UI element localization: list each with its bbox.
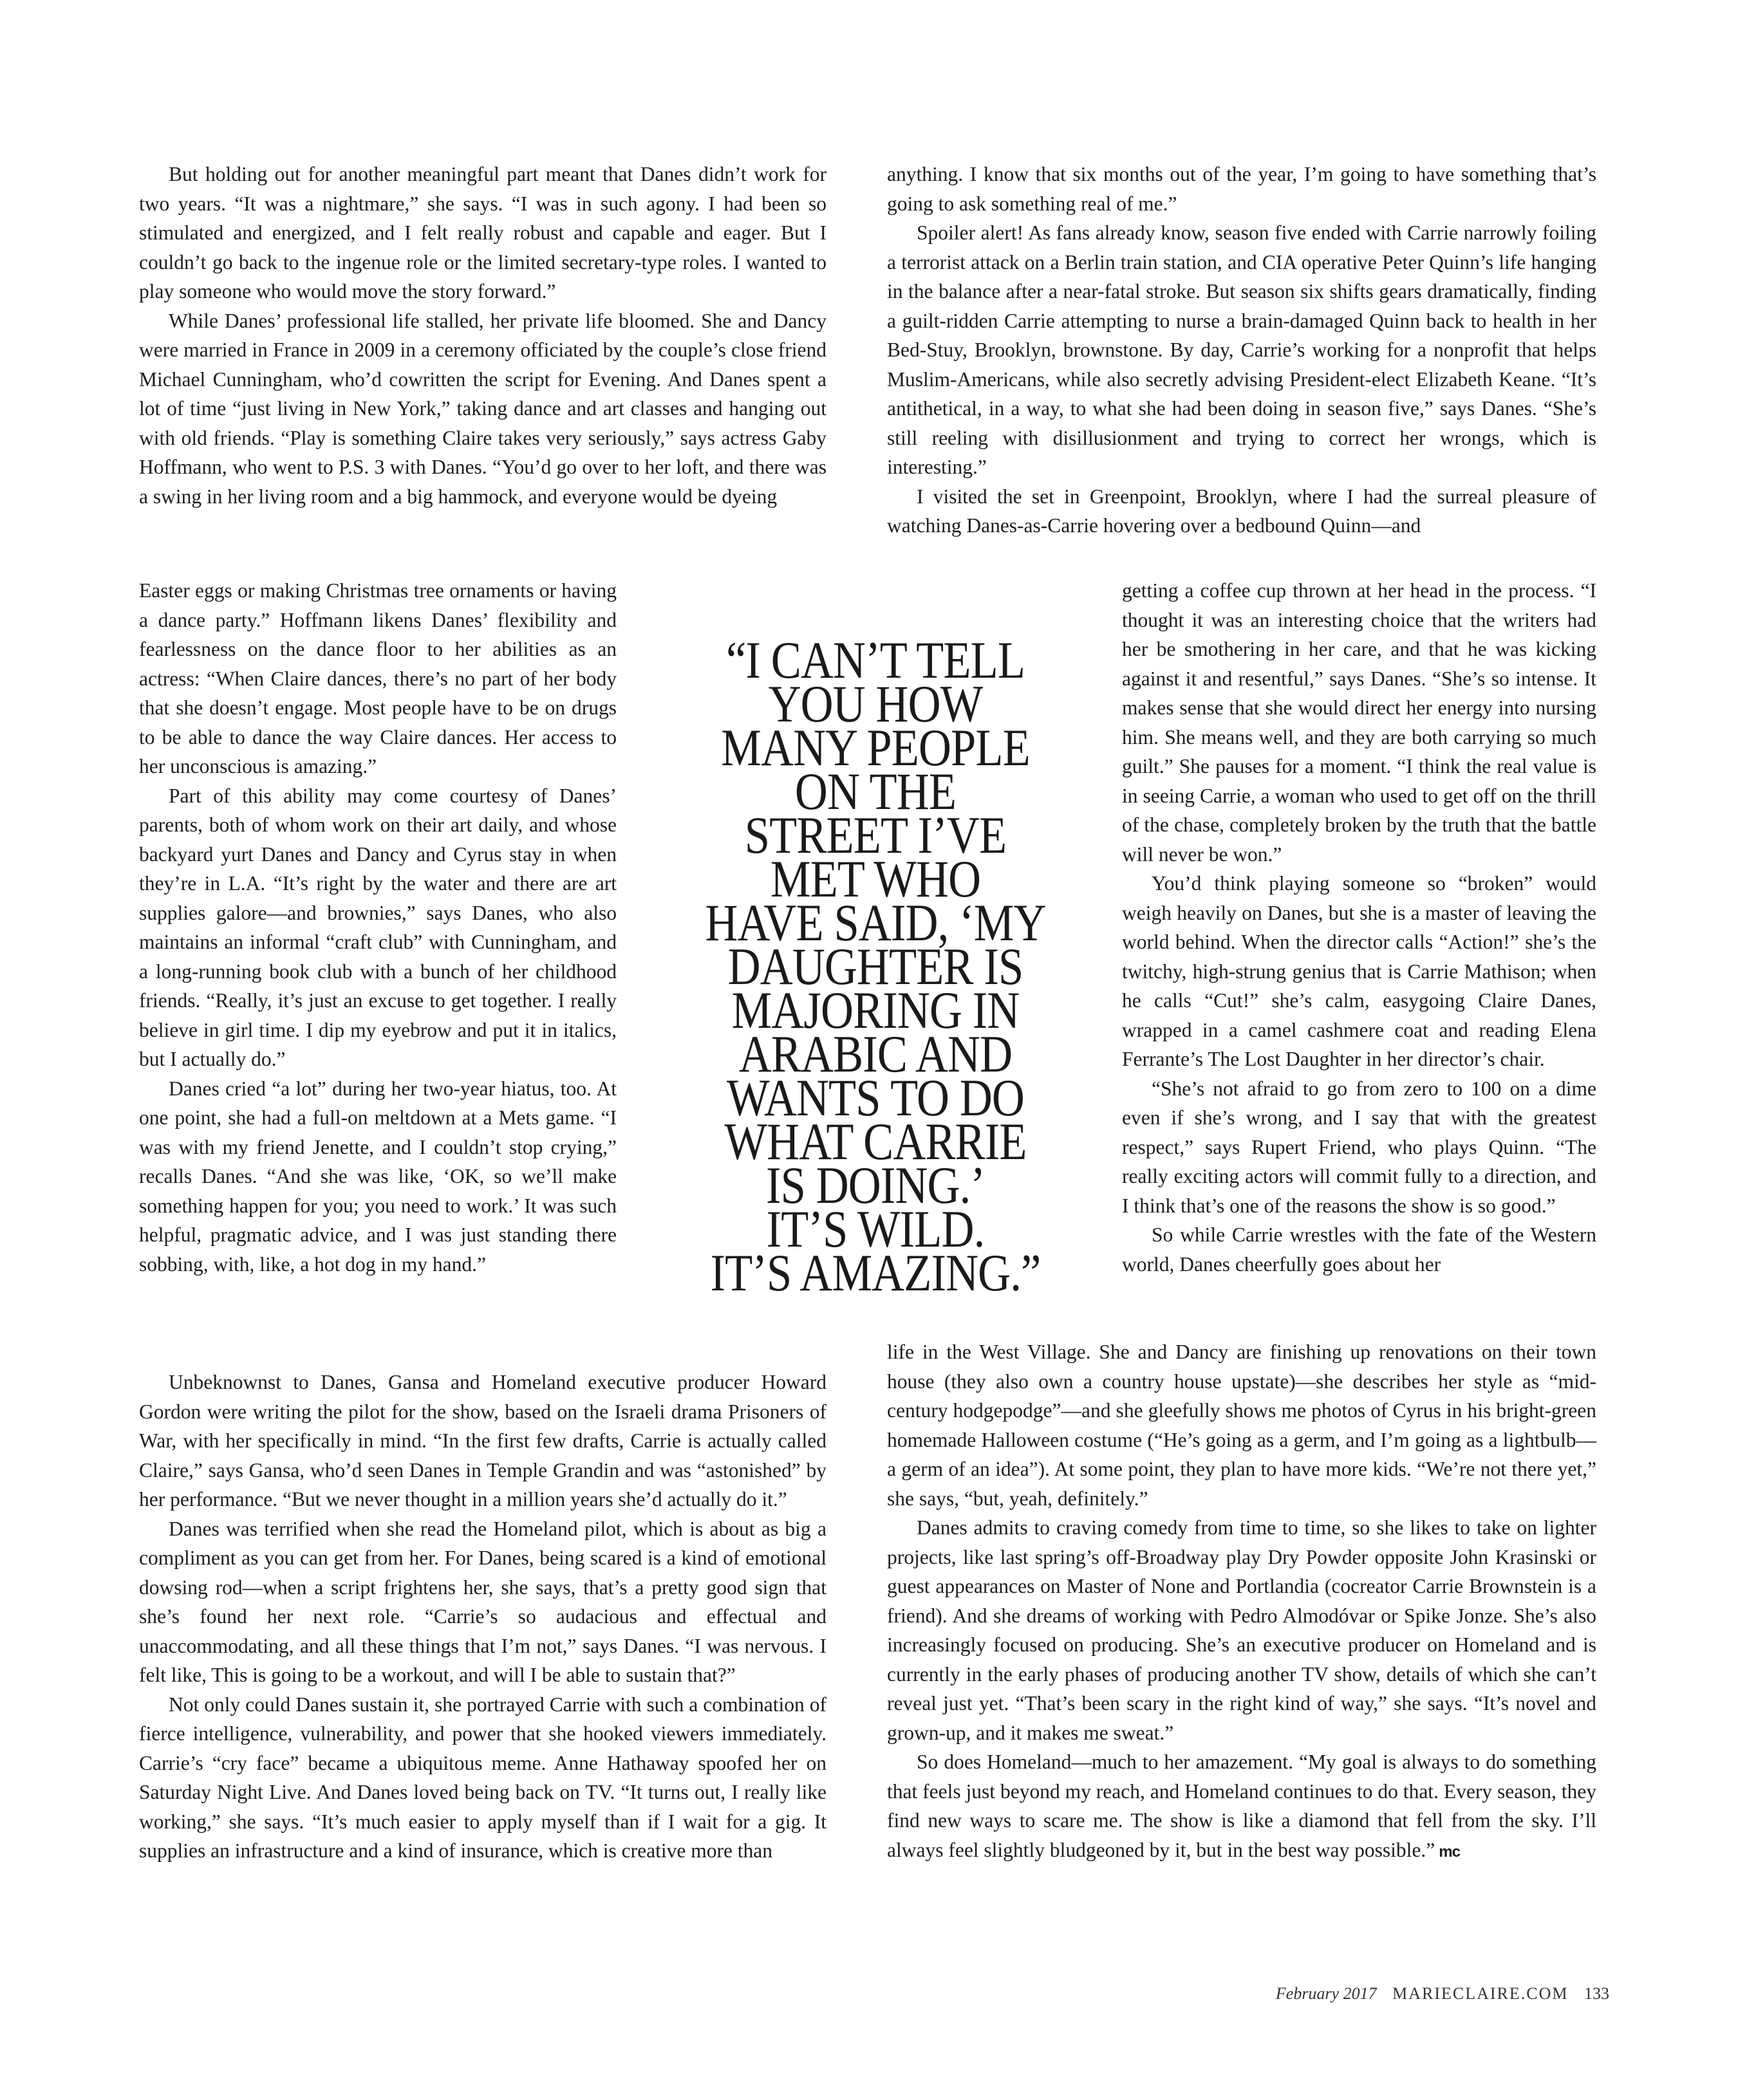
website: MARIECLAIRE.COM: [1392, 1984, 1569, 2003]
pull-quote: [696, 631, 1056, 1302]
paragraph: You’d think playing someone so “broken” would weigh heavily on Danes, but she is a master of leaving the world behind. When the director calls “Action!” she’s the twitchy, high-strung genius that is Carrie Mathison; when he calls “Cut!” she’s calm, easygoing Claire Danes, wrapped in a camel cashmere coat and reading Elena Ferrante’s The Lost Daughter in her director’s chair.: [1122, 872, 1596, 1070]
paragraph: Spoiler alert! As fans already know, season five ended with Carrie narrowly foiling a terrorist attack on a Berlin train station, and CIA operative Peter Quinn’s life hanging in the balance after a near-fatal stroke. But season six shifts gears dramatically, finding a guilt-ridden Carrie attempting to nurse a brain-damaged Quinn back to health in her Bed-Stuy, Brooklyn, brownstone. By day, Carrie’s working for a nonprofit that helps Muslim-Americans, while also secretly advising President-elect Elizabeth Keane. “It’s antithetical, in a way, to what she had been doing in season five,” says Danes. “She’s still reeling with disillusionment and trying to correct her wrongs, which is interesting.”: [887, 221, 1596, 478]
paragraph: Easter eggs or making Christmas tree ornaments or having a dance party.” Hoffmann likens Danes’ flexibility and fearlessness on the dance floor to her abilities as an actress: “When Claire dances, there’s no part of her body that she doesn’t engage. Most people have to be on drugs to be able to dance the way Claire dances. Her access to her unconscious is amazing.”: [139, 579, 617, 777]
paragraph: Danes cried “a lot” during her two-year hiatus, too. At one point, she had a full-on meltdown at a Mets game. “I was with my friend Jenette, and I couldn’t stop crying,” recalls Danes. “And she was like, ‘OK, so we’ll make something happen for you; you need to work.’ It was such helpful, pragmatic advice, and I was just standing there sobbing, with, like, a hot dog in my hand.”: [139, 1077, 617, 1276]
paragraph: Unbeknownst to Danes, Gansa and Homeland executive producer Howard Gordon were writing the pilot for the show, based on the Israeli drama Prisoners of War, with her specifically in mind. “In the first few drafts, Carrie is actually called Claire,” says Gansa, who’d seen Danes in Temple Grandin and was “astonished” by her performance. “But we never thought in a million years she’d actually do it.”: [139, 1371, 827, 1510]
pull-quote-line: MANY PEOPLE: [721, 718, 1030, 777]
page-footer: [1210, 1984, 1609, 2003]
pull-quote-line: WANTS TO DO: [726, 1068, 1025, 1127]
right-column-narrow: [1122, 576, 1596, 1279]
paragraph-text: So does Homeland—much to her amazement. “My goal is always to do something that feels just beyond my reach, and Homeland continues to do that. Every season, they find new ways to scare me. The show is like a diamond that fell from the sky. I’ll always feel slightly bludgeoned by it, but in the best way possible.”: [887, 1751, 1596, 1861]
paragraph: Danes admits to craving comedy from time to time, so she likes to take on lighter projects, like last spring’s off-Broadway play Dry Powder opposite John Krasinski or guest appearances on Master of None and Portlandia (cocreator Carrie Brownstein is a friend). And she dreams of working with Pedro Almodóvar or Spike Jonze. She’s also increasingly focused on producing. She’s an executive producer on Homeland and is currently in the early phases of producing another TV show, details of which she can’t reveal just yet. “That’s been scary in the right kind of way,” she says. “It’s novel and grown-up, and it makes me sweat.”: [887, 1516, 1596, 1744]
paragraph: Danes was terrified when she read the Homeland pilot, which is about as big a compliment as you can get from her. For Danes, being scared is a kind of emotional dowsing rod—when a script frightens her, she says, that’s a pretty good sign that she’s found her next role. “Carrie’s so audacious and effectual and unaccommodating, and all these things that I’m not,” says Danes. “I was nervous. I felt like, This is going to be a workout, and will I be able to sustain that?”: [139, 1517, 827, 1686]
pull-quote-line: STREET I’VE: [744, 806, 1007, 864]
paragraph: Part of this ability may come courtesy of Danes’ parents, both of whom work on their art daily, and whose backyard yurt Danes and Dancy and Cyrus stay in when they’re in L.A. “It’s right by the water and there are art supplies galore—and brownies,” says Danes, who also maintains an informal “craft club” with Cunningham, and a long-running book club with a bunch of her childhood friends. “Really, it’s just an excuse to get together. I really believe in girl time. I dip my eyebrow and put it in italics, but I actually do.”: [139, 784, 617, 1070]
paragraph: While Danes’ professional life stalled, her private life bloomed. She and Dancy were married in France in 2009 in a ceremony officiated by the couple’s close friend Michael Cunningham, who’d cowritten the script for Evening. And Danes spent a lot of time “just living in New York,” taking dance and art classes and hanging out with old friends. “Play is something Claire takes very seriously,” says actress Gaby Hoffmann, who went to P.S. 3 with Danes. “You’d go over to her loft, and there was a swing in her living room and a big hammock, and everyone would be dyeing: [139, 309, 827, 508]
pull-quote-line: IT’S WILD.: [766, 1200, 985, 1258]
paragraph: I visited the set in Greenpoint, Brooklyn, where I had the surreal pleasure of watching Danes-as-Carrie hovering over a bedbound Quinn—and: [887, 485, 1596, 537]
paragraph: anything. I know that six months out of the year, I’m going to have something that’s going to ask something real of me.”: [887, 163, 1596, 215]
paragraph: life in the West Village. She and Dancy are finishing up renovations on their town house (they also own a country house upstate)—she describes her style as “mid-century hodgepodge”—and she gleefully shows me photos of Cyrus in his bright-green homemade Halloween costume (“He’s going as a germ, and I’m going as a lightbulb—a germ of an idea”). At some point, they plan to have more kids. “We’re not there yet,” she says, “but, yeah, definitely.”: [887, 1341, 1596, 1510]
pull-quote-line: ON THE: [794, 762, 957, 821]
left-column-top: [139, 160, 827, 511]
page-number: 133: [1584, 1984, 1609, 2003]
paragraph: [887, 1747, 1596, 1866]
left-column-bottom: [139, 1368, 827, 1866]
paragraph: “She’s not afraid to go from zero to 100 on a dime even if she’s wrong, and I say that with the greatest respect,” says Rupert Friend, who plays Quinn. “The really exciting actors will commit fully to a direction, and I think that’s one of the reasons the show is so good.”: [1122, 1077, 1596, 1217]
pull-quote-line: IS DOING.’: [765, 1156, 986, 1214]
pull-quote-line: YOU HOW: [768, 674, 983, 733]
pull-quote-line: “I CAN’T TELL: [725, 631, 1025, 689]
pull-quote-line: MAJORING IN: [731, 981, 1020, 1039]
pull-quote-line: WHAT CARRIE: [724, 1112, 1027, 1171]
paragraph: But holding out for another meaningful part meant that Danes didn’t work for two years. “It was a nightmare,” she says. “I was in such agony. I had been so stimulated and energized, and I felt really robust and capable and eager. But I couldn’t go back to the ingenue role or the limited secretary-type roles. I wanted to play someone who would move the story forward.”: [139, 163, 827, 302]
paragraph: So while Carrie wrestles with the fate of the Western world, Danes cheerfully goes about her: [1122, 1223, 1596, 1276]
pull-quote-line: MET WHO: [770, 850, 981, 908]
pull-quote-line: HAVE SAID, ‘MY: [705, 893, 1046, 952]
right-column-bottom: [887, 1337, 1596, 1866]
right-column-top: [887, 160, 1596, 541]
end-mark-logo: mc: [1439, 1843, 1460, 1861]
pull-quote-line: ARABIC AND: [738, 1025, 1013, 1083]
paragraph: Not only could Danes sustain it, she portrayed Carrie with such a combination of fierce intelligence, vulnerability, and power that she hooked viewers immediately. Carrie’s “cry face” became a ubiquitous meme. Anne Hathaway spoofed her on Saturday Night Live. And Danes loved being back on TV. “It turns out, I really like working,” she says. “It’s much easier to apply myself than if I wait for a gig. It supplies an infrastructure and a kind of insurance, which is creative more than: [139, 1693, 827, 1862]
paragraph: getting a coffee cup thrown at her head in the process. “I thought it was an interesting choice that the writers had her be smothering in her care, and that he was kicking against it and resentful,” says Danes. “She’s so intense. It makes sense that she would direct her energy into nursing him. She means well, and they are both carrying so much guilt.” She pauses for a moment. “I think the real value is in seeing Carrie, a woman who used to get off on the thrill of the chase, completely broken by the truth that the battle will never be won.”: [1122, 579, 1596, 866]
pull-quote-line: DAUGHTER IS: [727, 937, 1023, 996]
left-column-narrow: [139, 576, 617, 1279]
pull-quote-line: IT’S AMAZING.”: [710, 1243, 1041, 1302]
issue-date: February 2017: [1275, 1984, 1377, 2003]
